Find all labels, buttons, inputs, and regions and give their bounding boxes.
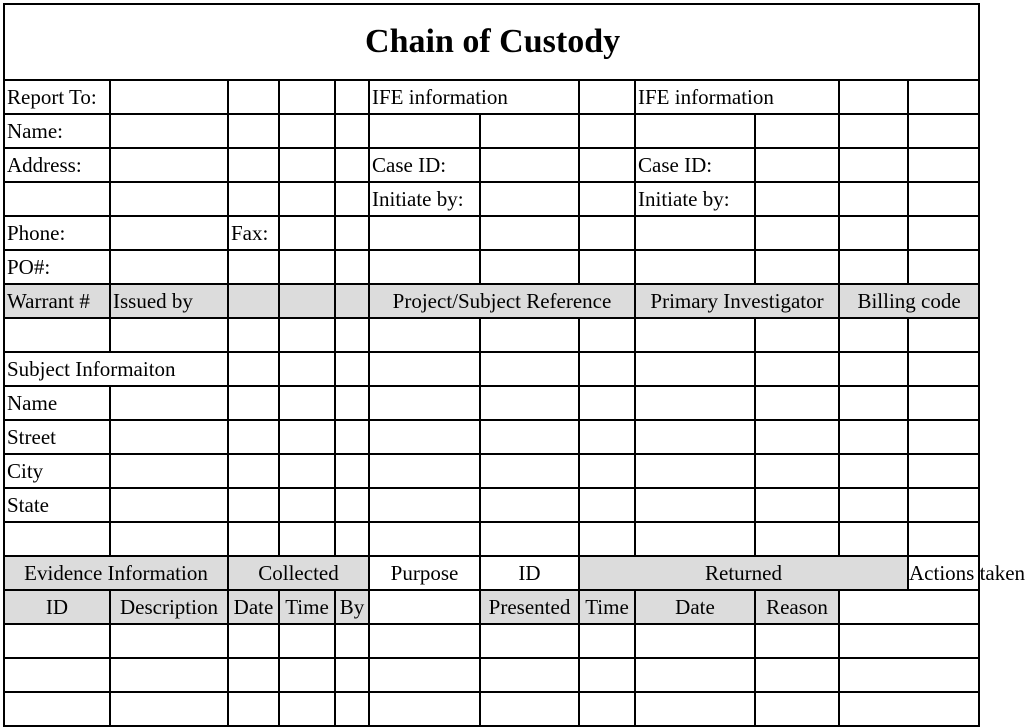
cell[interactable]	[228, 182, 279, 216]
returned-header: Returned	[579, 556, 908, 590]
description-field[interactable]	[110, 692, 228, 726]
evidence-information-header: Evidence Information	[4, 556, 228, 590]
subject-name-label: Name	[4, 386, 110, 420]
address-row	[4, 148, 979, 182]
warrant-header: Warrant #	[4, 284, 110, 318]
subject-city-field[interactable]	[110, 454, 228, 488]
case-id-label-2: Case ID:	[635, 148, 755, 182]
initiate-by-field-2[interactable]	[755, 182, 839, 216]
cell[interactable]	[839, 522, 908, 556]
cell[interactable]	[369, 250, 480, 284]
cell[interactable]	[228, 250, 279, 284]
cell[interactable]	[839, 420, 908, 454]
cell[interactable]	[908, 420, 979, 454]
cell[interactable]	[279, 352, 335, 386]
reason-field[interactable]	[755, 692, 839, 726]
cell[interactable]	[579, 488, 635, 522]
reason-field[interactable]	[755, 658, 839, 692]
cell[interactable]	[579, 148, 635, 182]
collected-by-header: By	[335, 590, 369, 624]
reason-field[interactable]	[755, 624, 839, 658]
evidence-header-row	[4, 556, 979, 590]
cell[interactable]	[279, 522, 335, 556]
cell[interactable]	[335, 522, 369, 556]
cell[interactable]	[369, 522, 480, 556]
name-field[interactable]	[110, 114, 228, 148]
blank-row	[4, 522, 979, 556]
report-to-row	[4, 80, 979, 114]
cell[interactable]	[480, 454, 579, 488]
cell[interactable]	[908, 318, 979, 352]
initiate-by-label-2: Initiate by:	[635, 182, 755, 216]
cell[interactable]	[908, 216, 979, 250]
cell[interactable]	[110, 522, 228, 556]
cell[interactable]	[228, 352, 279, 386]
evidence-id-field[interactable]	[4, 624, 110, 658]
cell[interactable]	[279, 250, 335, 284]
cell[interactable]	[480, 114, 579, 148]
cell[interactable]	[369, 488, 480, 522]
po-row	[4, 250, 979, 284]
purpose-header: Purpose	[369, 556, 480, 590]
cell[interactable]	[635, 250, 755, 284]
cell[interactable]	[480, 488, 579, 522]
cell[interactable]	[480, 318, 579, 352]
cell[interactable]	[755, 420, 839, 454]
subject-street-label: Street	[4, 420, 110, 454]
time-field[interactable]	[279, 658, 335, 692]
cell[interactable]	[335, 114, 369, 148]
cell[interactable]	[369, 114, 480, 148]
cell[interactable]	[839, 114, 908, 148]
cell[interactable]	[279, 182, 335, 216]
cell[interactable]	[335, 318, 369, 352]
purpose-field[interactable]	[369, 692, 480, 726]
cell[interactable]	[839, 454, 908, 488]
cell[interactable]	[279, 454, 335, 488]
cell[interactable]	[839, 386, 908, 420]
by-field[interactable]	[335, 658, 369, 692]
collected-header: Collected	[228, 556, 369, 590]
cell[interactable]	[228, 318, 279, 352]
cell[interactable]	[335, 80, 369, 114]
date-field[interactable]	[228, 658, 279, 692]
warrant-field[interactable]	[4, 318, 110, 352]
cell[interactable]	[839, 318, 908, 352]
po-field[interactable]	[110, 250, 228, 284]
fax-field[interactable]	[279, 216, 335, 250]
cell[interactable]	[335, 352, 369, 386]
presented-field[interactable]	[480, 692, 579, 726]
cell[interactable]	[635, 488, 755, 522]
cell[interactable]	[635, 420, 755, 454]
address-line2-row	[4, 182, 979, 216]
cell[interactable]	[755, 522, 839, 556]
cell[interactable]	[335, 182, 369, 216]
cell[interactable]	[635, 216, 755, 250]
returned-time-field[interactable]	[579, 658, 635, 692]
cell[interactable]	[635, 386, 755, 420]
cell[interactable]	[755, 488, 839, 522]
initiate-by-label-1: Initiate by:	[369, 182, 480, 216]
subject-city-row	[4, 454, 979, 488]
returned-time-field[interactable]	[579, 624, 635, 658]
cell[interactable]	[635, 352, 755, 386]
name-label: Name:	[4, 114, 110, 148]
cell[interactable]	[579, 318, 635, 352]
subject-name-field[interactable]	[110, 386, 228, 420]
cell[interactable]	[579, 216, 635, 250]
cell[interactable]	[579, 454, 635, 488]
form-title: Chain of Custody	[4, 4, 979, 80]
returned-date-field[interactable]	[635, 692, 755, 726]
cell[interactable]	[755, 352, 839, 386]
cell[interactable]	[228, 488, 279, 522]
cell[interactable]	[335, 420, 369, 454]
cell[interactable]	[579, 420, 635, 454]
evidence-id-field[interactable]	[4, 658, 110, 692]
returned-date-header: Date	[635, 590, 755, 624]
address-label: Address:	[4, 148, 110, 182]
cell[interactable]	[228, 148, 279, 182]
cell[interactable]	[908, 352, 979, 386]
cell[interactable]	[335, 454, 369, 488]
name-row	[4, 114, 979, 148]
title-row	[4, 4, 979, 80]
cell[interactable]	[579, 182, 635, 216]
cell[interactable]	[369, 216, 480, 250]
address-field[interactable]	[110, 148, 228, 182]
description-field[interactable]	[110, 624, 228, 658]
cell[interactable]	[839, 182, 908, 216]
cell[interactable]	[279, 114, 335, 148]
reason-header: Reason	[755, 590, 839, 624]
cell[interactable]	[579, 80, 635, 114]
cell[interactable]	[908, 488, 979, 522]
description-header: Description	[110, 590, 228, 624]
cell[interactable]	[279, 420, 335, 454]
cell[interactable]	[228, 454, 279, 488]
cell[interactable]	[480, 352, 579, 386]
cell[interactable]	[908, 148, 979, 182]
cell[interactable]	[369, 352, 480, 386]
phone-row	[4, 216, 979, 250]
cell[interactable]	[839, 488, 908, 522]
evidence-row	[4, 658, 979, 692]
warrant-header-row	[4, 284, 979, 318]
cell[interactable]	[228, 420, 279, 454]
cell[interactable]	[335, 250, 369, 284]
by-field[interactable]	[335, 624, 369, 658]
header-cell	[335, 284, 369, 318]
cell[interactable]	[579, 522, 635, 556]
cell[interactable]	[579, 250, 635, 284]
header-cell	[279, 284, 335, 318]
returned-time-header: Time	[579, 590, 635, 624]
subject-street-row	[4, 420, 979, 454]
cell[interactable]	[480, 250, 579, 284]
evidence-id-header: ID	[4, 590, 110, 624]
cell[interactable]	[369, 318, 480, 352]
actions-field[interactable]	[839, 658, 979, 692]
cell[interactable]	[279, 386, 335, 420]
cell[interactable]	[228, 386, 279, 420]
purpose-field[interactable]	[369, 624, 480, 658]
subject-info-heading: Subject Informaiton	[4, 352, 228, 386]
evidence-row	[4, 692, 979, 726]
date-field[interactable]	[228, 624, 279, 658]
cell[interactable]	[335, 216, 369, 250]
cell[interactable]	[480, 522, 579, 556]
cell[interactable]	[369, 454, 480, 488]
cell[interactable]	[369, 386, 480, 420]
cell[interactable]	[839, 216, 908, 250]
cell[interactable]	[839, 250, 908, 284]
evidence-row	[4, 624, 979, 658]
cell[interactable]	[839, 352, 908, 386]
cell[interactable]	[755, 114, 839, 148]
issued-by-field[interactable]	[110, 318, 228, 352]
subject-street-field[interactable]	[110, 420, 228, 454]
subject-state-field[interactable]	[110, 488, 228, 522]
cell[interactable]	[335, 148, 369, 182]
cell[interactable]	[228, 114, 279, 148]
actions-field[interactable]	[839, 624, 979, 658]
warrant-data-row	[4, 318, 979, 352]
case-id-field-1[interactable]	[480, 148, 579, 182]
phone-field[interactable]	[110, 216, 228, 250]
evidence-id-field[interactable]	[4, 692, 110, 726]
time-field[interactable]	[279, 692, 335, 726]
cell[interactable]	[4, 522, 110, 556]
subject-state-row	[4, 488, 979, 522]
cell[interactable]	[279, 488, 335, 522]
presented-header: Presented	[480, 590, 579, 624]
actions-taken-header: Actions taken	[908, 556, 979, 590]
cell[interactable]	[908, 114, 979, 148]
subject-name-row	[4, 386, 979, 420]
primary-investigator-header: Primary Investigator	[635, 284, 839, 318]
id-presented-header: ID	[480, 556, 579, 590]
cell[interactable]	[755, 386, 839, 420]
description-field[interactable]	[110, 658, 228, 692]
cell[interactable]	[755, 454, 839, 488]
cell[interactable]	[755, 318, 839, 352]
cell[interactable]	[755, 250, 839, 284]
cell[interactable]	[908, 522, 979, 556]
case-id-field-2[interactable]	[755, 148, 839, 182]
cell[interactable]	[908, 80, 979, 114]
report-to-label: Report To:	[4, 80, 110, 114]
purpose-field[interactable]	[369, 658, 480, 692]
cell[interactable]	[279, 148, 335, 182]
cell[interactable]	[755, 216, 839, 250]
presented-field[interactable]	[480, 624, 579, 658]
cell[interactable]	[908, 250, 979, 284]
address-line2-field[interactable]	[110, 182, 228, 216]
fax-label: Fax:	[228, 216, 279, 250]
phone-label: Phone:	[4, 216, 110, 250]
subject-state-label: State	[4, 488, 110, 522]
cell[interactable]	[228, 80, 279, 114]
cell[interactable]	[635, 318, 755, 352]
ife-info-heading-1: IFE information	[369, 80, 579, 114]
cell[interactable]	[579, 114, 635, 148]
cell[interactable]	[4, 182, 110, 216]
collected-date-header: Date	[228, 590, 279, 624]
po-label: PO#:	[4, 250, 110, 284]
date-field[interactable]	[228, 692, 279, 726]
collected-time-header: Time	[279, 590, 335, 624]
presented-field[interactable]	[480, 658, 579, 692]
cell[interactable]	[839, 80, 908, 114]
cell[interactable]	[369, 420, 480, 454]
cell[interactable]	[635, 114, 755, 148]
header-cell	[369, 590, 480, 624]
billing-code-header: Billing code	[839, 284, 979, 318]
cell[interactable]	[335, 488, 369, 522]
ife-info-heading-2: IFE information	[635, 80, 839, 114]
cell[interactable]	[839, 148, 908, 182]
cell[interactable]	[908, 182, 979, 216]
cell[interactable]	[279, 318, 335, 352]
case-id-label-1: Case ID:	[369, 148, 480, 182]
initiate-by-field-1[interactable]	[480, 182, 579, 216]
time-field[interactable]	[279, 624, 335, 658]
project-reference-header: Project/Subject Reference	[369, 284, 635, 318]
report-to-field[interactable]	[110, 80, 228, 114]
cell[interactable]	[908, 454, 979, 488]
cell[interactable]	[279, 80, 335, 114]
cell[interactable]	[228, 522, 279, 556]
cell[interactable]	[579, 352, 635, 386]
cell[interactable]	[635, 522, 755, 556]
header-cell	[228, 284, 279, 318]
cell[interactable]	[480, 216, 579, 250]
cell[interactable]	[335, 386, 369, 420]
evidence-subheader-row	[4, 590, 979, 624]
cell[interactable]	[480, 420, 579, 454]
chain-of-custody-form	[3, 3, 1025, 727]
cell[interactable]	[635, 454, 755, 488]
actions-field[interactable]	[839, 692, 979, 726]
cell[interactable]	[480, 386, 579, 420]
actions-taken-cell[interactable]	[839, 590, 979, 624]
returned-date-field[interactable]	[635, 624, 755, 658]
subject-heading-row	[4, 352, 979, 386]
cell[interactable]	[908, 386, 979, 420]
by-field[interactable]	[335, 692, 369, 726]
cell[interactable]	[579, 386, 635, 420]
returned-date-field[interactable]	[635, 658, 755, 692]
issued-by-header: Issued by	[110, 284, 228, 318]
returned-time-field[interactable]	[579, 692, 635, 726]
subject-city-label: City	[4, 454, 110, 488]
